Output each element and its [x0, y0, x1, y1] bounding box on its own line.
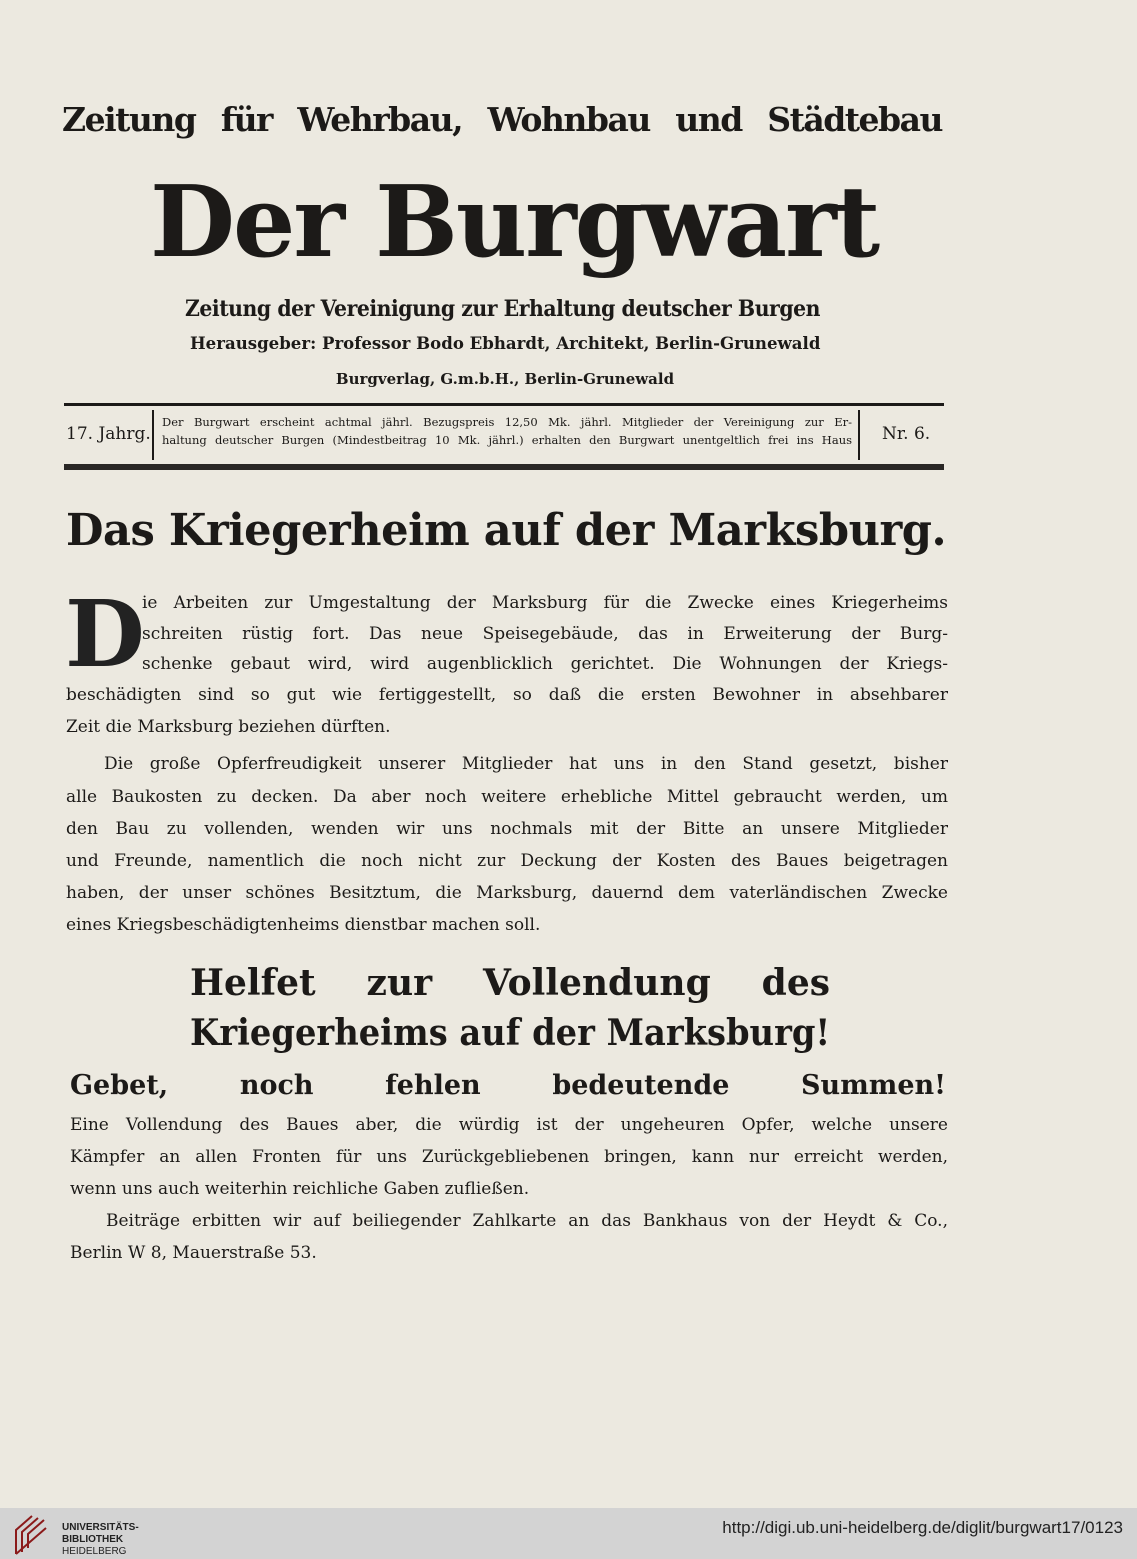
source-url-link[interactable]: http://digi.ub.uni-heidelberg.de/diglit/burgwart17/0123 [722, 1518, 1123, 1537]
volume-year: 17. Jahrg. [66, 424, 151, 444]
subscription-line: haltung deutscher Burgen (Mindestbeitrag 10 Mk. jährl.) erhalten den Burgwart unentgeltlich frei ins Haus [162, 433, 852, 447]
body-line: ie Arbeiten zur Umgestaltung der Marksburg für die Zwecke eines Kriegerheims [142, 593, 948, 613]
logo-line: BIBLIOTHEK [62, 1534, 124, 1545]
masthead-subtitle: Zeitung der Vereinigung zur Erhaltung deutscher Burgen [185, 296, 821, 322]
masthead-publisher: Burgverlag, G.m.b.H., Berlin-Grunewald [335, 370, 675, 388]
logo-line: UNIVERSITÄTS- [62, 1522, 139, 1533]
divider [858, 410, 860, 460]
body-line: Zeit die Marksburg beziehen dürften. [66, 717, 391, 737]
body-line: Beiträge erbitten wir auf beiliegender Zahlkarte an das Bankhaus von der Heydt & Co., [106, 1211, 948, 1231]
body-line: wenn uns auch weiterhin reichliche Gaben zufließen. [70, 1179, 530, 1199]
body-line: haben, der unser schönes Besitztum, die Marksburg, dauernd dem vaterländischen Zwecke [66, 883, 948, 903]
masthead-title: Der Burgwart [150, 165, 879, 280]
library-logo-text [62, 1522, 139, 1558]
body-line: Kämpfer an allen Fronten für uns Zurückgebliebenen bringen, kann nur erreicht werden, [70, 1147, 948, 1167]
body-line: Eine Vollendung des Baues aber, die würdig ist der ungeheuren Opfer, welche unsere [70, 1115, 948, 1135]
appeal-heading: Helfet zur Vollendung des [190, 962, 830, 1004]
appeal-subheading: Gebet, noch fehlen bedeutende Summen! [70, 1070, 946, 1101]
body-line: und Freunde, namentlich die noch nicht zur Deckung der Kosten des Baues beigetragen [66, 851, 948, 871]
issue-number: Nr. 6. [882, 424, 931, 444]
divider [152, 410, 154, 460]
divider [64, 403, 944, 406]
library-logo-icon [12, 1512, 56, 1556]
drop-cap: D [65, 580, 145, 688]
body-line: beschädigten sind so gut wie fertiggestellt, so daß die ersten Bewohner in absehbarer [66, 685, 948, 705]
masthead-tagline: Zeitung für Wehrbau, Wohnbau und Städtebau [62, 100, 942, 139]
body-line: alle Baukosten zu decken. Da aber noch weitere erhebliche Mittel gebraucht werden, um [66, 787, 948, 807]
body-line: den Bau zu vollenden, wenden wir uns nochmals mit der Bitte an unsere Mitglieder [66, 819, 948, 839]
body-line: Berlin W 8, Mauerstraße 53. [70, 1243, 317, 1263]
subscription-line: Der Burgwart erscheint achtmal jährl. Bezugspreis 12,50 Mk. jährl. Mitglieder der Vereinigung zur Er- [162, 415, 852, 429]
divider [64, 464, 944, 470]
logo-line: HEIDELBERG [62, 1546, 127, 1557]
subscription-info [162, 413, 852, 449]
body-line: eines Kriegsbeschädigtenheims dienstbar machen soll. [66, 915, 541, 935]
article-title: Das Kriegerheim auf der Marksburg. [66, 505, 947, 556]
body-line: Die große Opferfreudigkeit unserer Mitglieder hat uns in den Stand gesetzt, bisher [104, 754, 948, 774]
body-line: schreiten rüstig fort. Das neue Speisegebäude, das in Erweiterung der Burg- [142, 624, 948, 644]
masthead-editor: Herausgeber: Professor Bodo Ebhardt, Architekt, Berlin-Grunewald [190, 334, 821, 354]
body-line: schenke gebaut wird, wird augenblicklich gerichtet. Die Wohnungen der Kriegs- [142, 654, 948, 674]
appeal-heading: Kriegerheims auf der Marksburg! [190, 1012, 831, 1054]
